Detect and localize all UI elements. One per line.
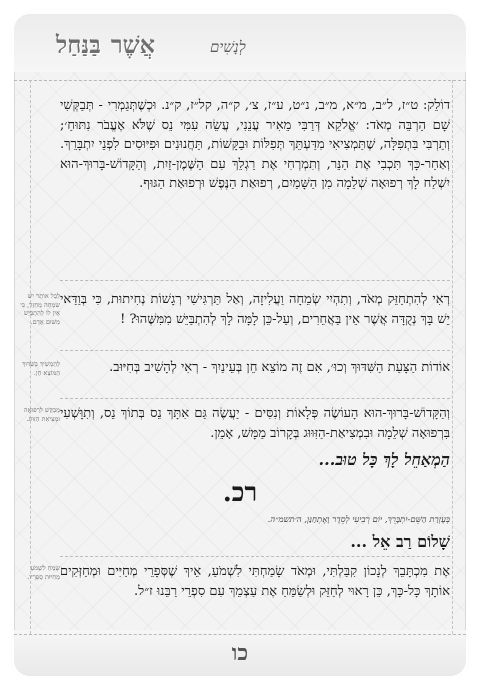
- footer-divider: [14, 634, 466, 635]
- paragraph-divider: [60, 280, 450, 281]
- margin-note-2: לְהַמְשִׁיךְ בַּשִּׁדּוּךְ הַמּוֹצֵא חֵן.: [22, 360, 60, 377]
- paragraph-1-block: [60, 96, 450, 194]
- paragraph-divider: [60, 556, 450, 557]
- paragraph-5-block: [60, 562, 450, 601]
- letter-number-heading: רכ.: [222, 478, 258, 508]
- paragraph-2: רְאִי לְהִתְחַזֵּק מְאֹד, וְתִהְיִי שְׂמֵחָה וַעֲלִיזָה, וְאַל תַּרְגִּישִׁי רְגָשׁוֹת נְחִיתוּת, כִּי בְּוַדַּאי יֵשׁ בָּךְ נְקֻדָּה אֲשֶׁר אֵין בַּאֲחֵרִים, וְעַל-כֵּן לָמָּה לָךְ לְהִתְבַּיֵּשׁ מִמִּשֶּׁהוּ? !: [60, 292, 450, 327]
- closing-line: הַמְאַחֵל לָךְ כָּל טוּב...: [318, 450, 450, 469]
- paragraph-2-block: [60, 290, 450, 329]
- paragraph-4: וְהַקָּדוֹשׁ-בָּרוּךְ-הוּא הָעוֹשֶׂה פְּלָאוֹת וְנִסִּים - יַעֲשֶׂה גַּם אִתָּךְ נֵס בְּתוֹךְ נֵס, וְתִוָּשְׁעִי בִּרְפוּאָה שְׁלֵמָה וּבִמְצִיאַת-הַזִּוּוּג בְּקָרוֹב מַמָּשׁ, אָמֵן.: [60, 406, 450, 441]
- page-number: כו: [231, 640, 249, 666]
- left-border-line: [30, 80, 31, 634]
- header-title: [46, 30, 155, 60]
- paragraph-divider: [60, 350, 450, 351]
- greeting: שָׁלוֹם רַב אֵל ...: [350, 532, 450, 551]
- margin-note-1: לְבַל אוֹתֵר יִשׁ שִׂמְחָה מְחַזֵּר, כִּי אֵין לוֹ לְהִתְבַּיֵּשׁ מִשּׁוּם אָדָם.: [20, 292, 60, 326]
- paragraph-3: אוֹדוֹת הַצָּעַת הַשִּׁדּוּךְ וְכוּ׳, אִם זֶה מוֹצֵא חֵן בְּעֵינַיִךְ - רְאִי לְהָשִׁיב בְּחִיּוּב.: [109, 360, 450, 375]
- paragraph-5: אֶת מִכְתָּבֵךְ לְנָכוֹן קִבַּלְתִּי, וּמְאֹד שָׂמַחְתִּי לִשְׁמֹעַ, אֵיךְ שֶׁסְּפָרֵי מְחַיִּים וּמְחַזְּקִים אוֹתָךְ כָּל-כָּךְ, כֵּן רָאוּי לְחַזֵּק וּלְשַׂמֵּחַ אֶת עַצְמֵךְ עִם סִפְרֵי רַבֵּנוּ ז״ל.: [60, 564, 450, 599]
- paragraph-4-block: [60, 404, 450, 443]
- header-title-word-1: אֲשֶׁר: [110, 30, 156, 59]
- margin-note-4: שָׂמֵחַ לִשְׁמֹעַ מֵחִיּוּת סְפָרָיו.: [27, 564, 60, 581]
- header-subtitle: לְנָשִׁים: [210, 38, 246, 56]
- paragraph-divider: [60, 398, 450, 399]
- paragraph-3-block: [60, 358, 450, 378]
- margin-note-3: מְבַקֵּשׁ לִרְפוּאָה וּמְצִיאַת הַזִּוּוּג.: [23, 406, 60, 423]
- dateline: בְּעֶזְרַת הַשֵּׁם-יִתְבָּרֵךְ, יוֹם רְבִיעִי לְסֵדֶר וָאֶתְחַנַּן, ה׳תשמ״ה.: [267, 515, 450, 525]
- right-border-line: [452, 80, 453, 634]
- header-title-word-2: בַּנַּחַל: [56, 30, 101, 59]
- paragraph-1: דוֹלֵק: ט״ז, ל״ב, מ״א, מ״ב, נ״ט, ע״ז, צ׳, ק״ה, קל״ז, ק״נ. וּכְשֶׁתְּגַמְרִי - תְּבַקְּשִׁי שָׁם הַרְבֵּה מְאֹד: ׳אֱלֹקֵא דְּרַבִּי מֵאִיר עֲנֵנִי, עֲשֵׂה עִמִּי נֵס שֶׁלֹּא אֶעֱבֹר נִתּוּחַ׳; וְתַרְבִּי בִּתְפִלָּה, שֶׁתַּמְצִיאִי מִדַּעְתֵּךְ תְּפִלּוֹת וּבַקָּשׁוֹת, תַּחֲנוּנִים וּפִיּוּסִים לִפְנֵי יִתְבָּרֵךְ. וְאַחַר-כָּךְ תִּכְבִי אֶת הַנֵּר, וְתִמְרְחִי אֶת רַגְלֵךְ עִם הַשֶּׁמֶן-זַיִת, וְהַקָּדוֹשׁ-בָּרוּךְ-הוּא יִשְׁלַח לָךְ רְפוּאָה שְׁלֵמָה מִן הַשָּׁמַיִם, רְפוּאַת הַנֶּפֶשׁ וּרְפוּאַת הַגּוּף.: [60, 98, 450, 191]
- header-divider: [14, 80, 466, 81]
